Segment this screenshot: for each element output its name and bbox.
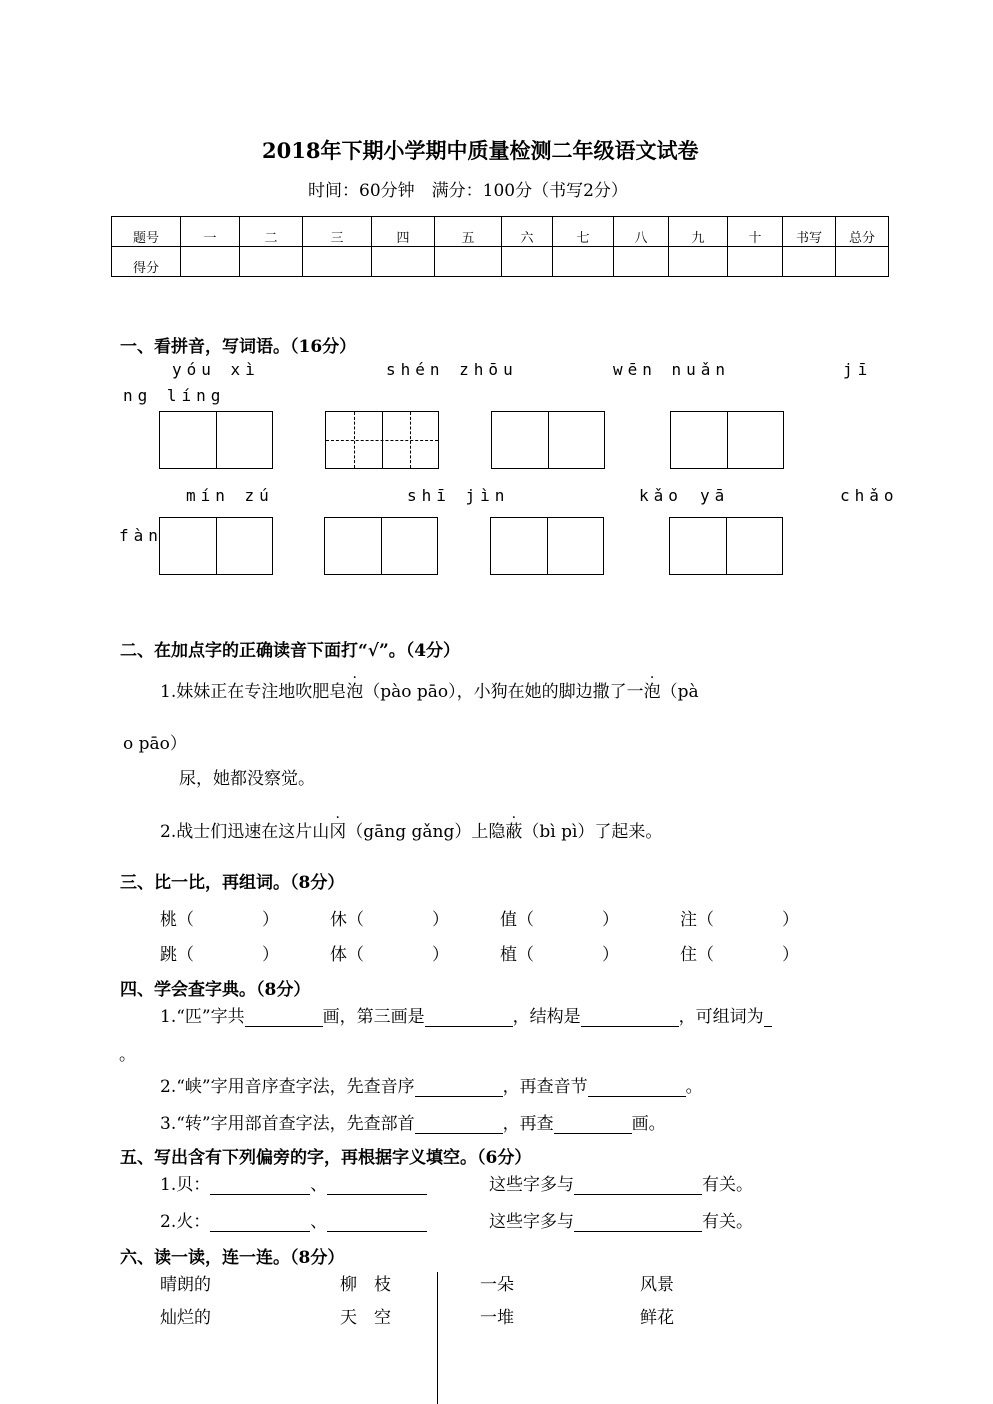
text: （gāng gǎng）上隐 [346,822,506,842]
text: ，可组词为 [678,1007,764,1027]
fill-blank[interactable] [588,1076,686,1097]
table-cell: 三 [303,217,372,247]
table-cell: 七 [553,217,614,247]
text: 。 [685,1077,703,1097]
answer-box[interactable] [159,517,273,575]
text: （pà [660,682,699,702]
fill-blank[interactable] [245,1006,323,1027]
table-cell: 五 [435,217,502,247]
question-line [489,1207,753,1232]
question-line [489,1170,753,1195]
fill-blank[interactable] [327,1174,427,1195]
pinyin: yā [700,486,730,505]
pinyin: yóu xì [172,360,260,379]
pinyin: shī jìn [407,486,510,505]
word-item[interactable]: 植（ ） [500,945,619,965]
section-5-heading: 五、写出含有下列偏旁的字，再根据字义填空。（6分） [120,1148,532,1168]
section-6-heading: 六、读一读，连一连。（8分） [120,1248,345,1268]
divider-line [437,1272,438,1404]
table-cell: 一 [181,217,240,247]
answer-box[interactable] [491,411,605,469]
table-cell: 八 [614,217,669,247]
pinyin: kǎo [639,486,683,505]
table-cell: 题号 [112,217,181,247]
match-item[interactable]: 灿烂的 [160,1308,211,1328]
text: ，再查音节 [502,1077,588,1097]
score-table-header-row [112,217,889,247]
fill-blank[interactable] [574,1174,702,1195]
score-cell[interactable] [728,247,783,277]
table-cell: 得分 [112,247,181,277]
text: 画，第三画是 [322,1007,425,1027]
word-item[interactable]: 休（ ） [330,910,449,930]
fill-blank[interactable] [581,1006,679,1027]
match-item[interactable]: 天 空 [340,1308,391,1328]
pinyin: chǎo [840,486,899,505]
question-line: o pāo） [123,734,187,754]
word-item[interactable]: 值（ ） [500,910,619,930]
match-item[interactable]: 风景 [640,1275,674,1295]
question-line [160,677,699,702]
text: 2.火： [160,1212,211,1232]
text: 有关。 [702,1175,753,1195]
dotted-char: 冈 [329,822,347,842]
text: （bì pì）了起来。 [522,822,663,842]
question-line: 尿，她都没察觉。 [179,769,315,789]
match-item[interactable]: 一堆 [480,1308,514,1328]
exam-info: 时间：60分钟 满分：100分（书写2分） [308,181,628,201]
word-item[interactable]: 注（ ） [680,910,799,930]
answer-box[interactable] [669,517,783,575]
text: 2.“峡”字用音序查字法，先查音序 [160,1077,415,1097]
answer-box[interactable] [325,411,439,469]
question-line [160,1109,666,1134]
text: （pào pāo），小狗在她的脚边撒了一 [363,682,644,702]
match-item[interactable]: 鲜花 [640,1308,674,1328]
section-4-heading: 四、学会查字典。（8分） [120,980,311,1000]
table-cell: 总分 [836,217,889,247]
pinyin: ng líng [123,386,226,405]
word-item[interactable]: 住（ ） [680,945,799,965]
pinyin: shén zhōu [386,360,518,379]
answer-box[interactable] [670,411,784,469]
text: 、 [310,1175,328,1195]
table-cell: 六 [502,217,553,247]
text: 有关。 [702,1212,753,1232]
fill-blank[interactable] [764,1006,772,1027]
table-cell: 书写 [783,217,836,247]
match-item[interactable]: 一朵 [480,1275,514,1295]
text: 。 [119,1045,136,1065]
match-item[interactable]: 晴朗的 [160,1275,211,1295]
section-1-heading: 一、看拼音，写词语。（16分） [120,337,357,357]
score-cell[interactable] [372,247,435,277]
text: 这些字多与 [489,1175,574,1195]
table-cell: 二 [240,217,303,247]
text: ，再查 [502,1114,554,1134]
score-cell[interactable] [553,247,614,277]
dotted-char: 蔽 [505,822,523,842]
word-item[interactable]: 跳（ ） [160,945,279,965]
score-table-score-row [112,247,889,277]
text: 1.贝： [160,1175,211,1195]
question-line [160,817,662,842]
word-item[interactable]: 体（ ） [330,945,449,965]
score-cell[interactable] [181,247,240,277]
answer-box[interactable] [159,411,273,469]
pinyin: wēn nuǎn [613,360,731,379]
fill-blank[interactable] [327,1211,427,1232]
fill-blank[interactable] [210,1211,310,1232]
table-cell: 十 [728,217,783,247]
answer-box[interactable] [490,517,604,575]
score-cell[interactable] [303,247,372,277]
question-line [160,1207,427,1232]
fill-blank[interactable] [415,1113,503,1134]
pinyin: fàn [119,526,163,545]
score-cell[interactable] [614,247,669,277]
score-cell[interactable] [783,247,836,277]
pinyin: jī [843,360,873,379]
text: 2.战士们迅速在这片山 [160,822,330,842]
table-cell: 九 [669,217,728,247]
score-table [111,216,889,277]
fill-blank[interactable] [425,1006,513,1027]
question-line [160,1072,703,1097]
fill-blank[interactable] [210,1174,310,1195]
text: 这些字多与 [489,1212,574,1232]
table-cell: 四 [372,217,435,247]
score-cell[interactable] [502,247,553,277]
match-item[interactable]: 柳 枝 [340,1275,391,1295]
section-2-heading: 二、在加点字的正确读音下面打“√”。（4分） [120,641,461,661]
word-item[interactable]: 桃（ ） [160,910,279,930]
fill-blank[interactable] [554,1113,632,1134]
dotted-char: 泡 [643,682,661,702]
text: 1.“匹”字共 [160,1007,245,1027]
text: ，结构是 [512,1007,581,1027]
question-line [160,1002,772,1027]
text: 画。 [631,1114,666,1134]
fill-blank[interactable] [415,1076,503,1097]
text: 、 [310,1212,328,1232]
score-cell[interactable] [669,247,728,277]
score-cell[interactable] [240,247,303,277]
pinyin: mín zú [186,486,274,505]
text: 3.“转”字用部首查字法，先查部首 [160,1114,415,1134]
fill-blank[interactable] [574,1211,702,1232]
question-line [160,1170,427,1195]
score-cell[interactable] [836,247,889,277]
answer-box[interactable] [324,517,438,575]
dotted-char: 泡 [346,682,364,702]
score-cell[interactable] [435,247,502,277]
page-title: 2018年下期小学期中质量检测二年级语文试卷 [262,138,699,163]
section-3-heading: 三、比一比，再组词。（8分） [120,873,345,893]
text: 1.妹妹正在专注地吹肥皂 [160,682,347,702]
